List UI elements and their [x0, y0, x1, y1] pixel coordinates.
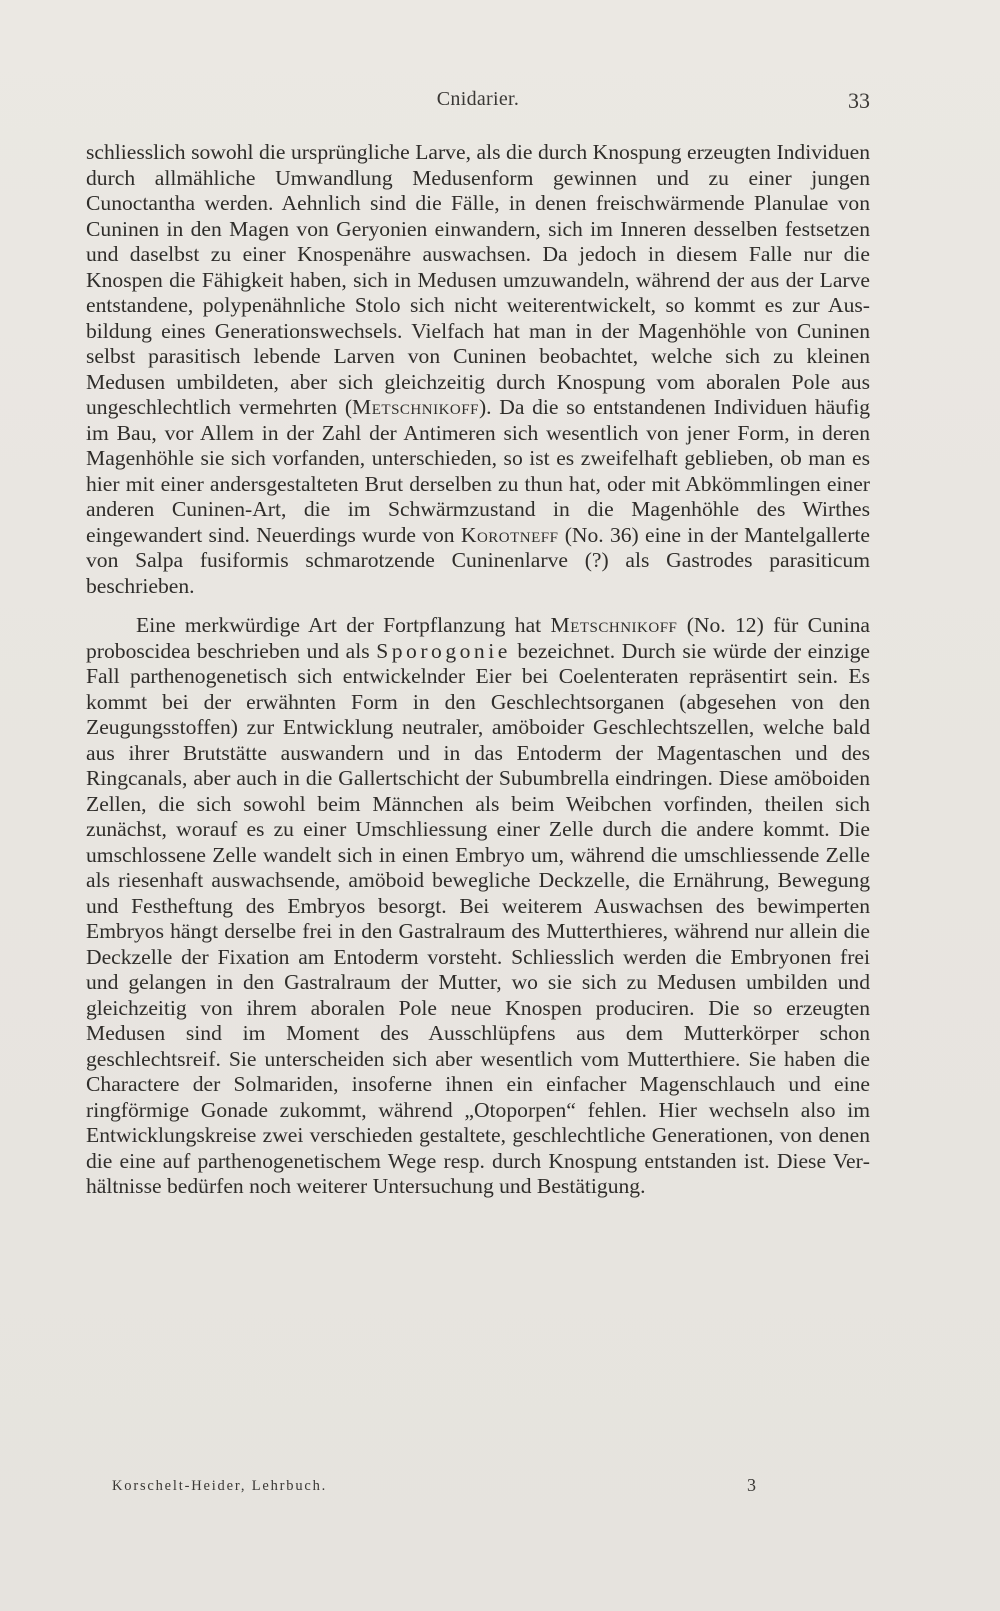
paragraph-1-text-c: (No. 36) eine in der Mantelgallerte von Salpa fusiformis schmarotzende Cuninenlarve (?) als Gastrodes parasiticum beschrieben. [86, 522, 870, 598]
body-text [86, 140, 870, 1200]
running-title: Cnidarier. [436, 88, 520, 110]
paragraph-2-text-a: Eine merkwürdige Art der Fortpflanzung hat [136, 613, 551, 637]
paragraph-2 [86, 613, 870, 1200]
paragraph-2-text-c: bezeichnet. Durch sie würde der einzige Fall parthenogenetisch sich entwickelnder Eier bei Coelenteraten repräsentirt sein. Es kommt bei der erwähnten Form in den Geschlechtsorganen (abgesehen von den Zeugungsstoffen) zur Entwicklung neutraler, amöboider Geschlechtszellen, welche bald aus ihrer Brutstätte auswandern und in das Entoderm der Magentaschen und des Ringcanals, aber auch in die Gallertschicht der Subumbrella eindringen. Diese amöboiden Zellen, die sich sowohl beim Männchen als beim Weibchen vorfinden, theilen sich zunächst, worauf es zu einer Umschliessung einer Zelle durch die andere kommt. Die umschlossene Zelle wandelt sich in einen Embryo um, während die umschliessende Zelle als riesenhaft auswachsende, amöboid bewegliche Deckzelle, die Ernährung, Bewegung und Festheftung des Embryos besorgt. Bei weiterem Auswachsen des bewimperten Embryos hängt derselbe frei in den Gastralraum des Mutterthieres, während nur allein die Deckzelle der Fixation am Entoderm vorsteht. Schliesslich werden die Embryonen frei und gelangen in den Gastralraum der Mutter, wo sie sich zu Medusen umbilden und gleichzeitig von ihrem aboralen Pole neue Knospen produciren. Die so erzeugten Medusen sind im Moment des Ausschlüpfens aus dem Mutterkörper schon geschlechtsreif. Sie unterscheiden sich aber wesentlich vom Mutterthiere. Sie haben die Charactere der Solmariden, insoferne ihnen ein einfacher Magenschlauch und eine ringförmige Gonade zukommt, während „Otoporpen“ fehlen. Hier wechseln also im Entwicklungskreise zwei verschieden gestaltete, geschlechtliche Generationen, von denen die eine auf parthenogenetischem Wege resp. durch Knospung entstanden ist. Diese Verhältnisse bedürfen noch weiterer Untersuchung und Bestätigung. [86, 638, 870, 1198]
paragraph-1-text-a: schliesslich sowohl die ursprüngliche Larve, als die durch Knospung erzeugten Individuen durch allmähliche Umwandlung Medusenform gewinnen und zu einer jungen Cunoctantha werden. Aehnlich sind die Fälle, in denen freischwärmende Planulae von Cuninen in den Magen von Geryonien einwandern, sich im Inneren desselben festsetzen und daselbst zu einer Knospenähre auswachsen. Da jedoch in diesem Falle nur die Knospen die Fähigkeit haben, sich in Medusen umzuwandeln, während der aus der Larve entstandene, polypenähnliche Stolo sich nicht weiterentwickelt, so kommt es zur Ausbildung eines Generationswechsels. Vielfach hat man in der Magenhöhle von Cuninen selbst parasitisch lebende Larven von Cuninen beobachtet, welche sich zu kleinen Medusen umbildeten, aber sich gleichzeitig durch Knospung vom aboralen Pole aus ungeschlechtlich vermehrten ( [86, 140, 870, 419]
paragraph-1-text-b: ). Da die so entstandenen Individuen häufig im Bau, vor Allem in der Zahl der Antimeren sich wesentlich von jener Form, in deren Magenhöhle sie sich vorfanden, unterschieden, so ist es zweifelhaft geblieben, ob man es hier mit einer andersgestalteten Brut derselben zu thun hat, oder mit Abkömmlingen einer anderen Cuninen-Art, die im Schwärmzustand in die Magenhöhle des Wirthes eingewandert sind. Neuerdings wurde von [86, 395, 870, 547]
page-footer [112, 1475, 756, 1504]
paragraph-2-text-b: (No. 12) für Cunina proboscidea beschrieben und als [86, 613, 870, 663]
running-head [86, 88, 870, 118]
footer-sheet-number: 3 [747, 1475, 756, 1495]
term-sporogonie: Sporogonie [376, 638, 511, 663]
author-citation-metschnikoff: Metschnikoff [352, 395, 479, 419]
paragraph-1 [86, 140, 870, 599]
page-number: 33 [848, 88, 870, 113]
author-citation-metschnikoff-2: Metschnikoff [550, 613, 678, 637]
footer-author-line: Korschelt-Heider, Lehrbuch. [112, 1478, 328, 1494]
author-citation-korotneff: Korotneff [460, 522, 559, 547]
